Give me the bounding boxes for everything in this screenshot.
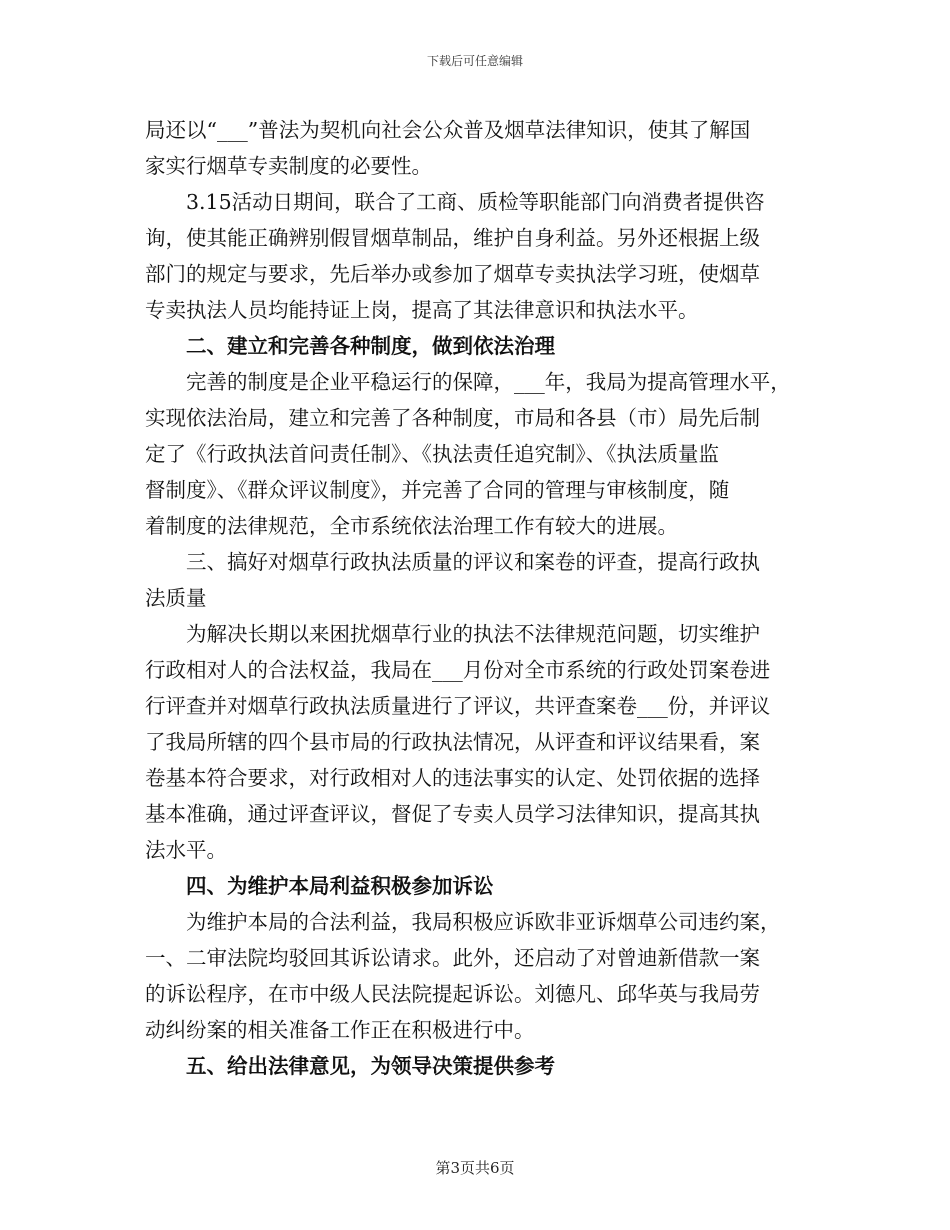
body-line: 基本准确，通过评查评议，督促了专卖人员学习法律知识，提高其执 — [145, 802, 760, 826]
body-line: 部门的规定与要求，先后举办或参加了烟草专卖执法学习班，使烟草 — [145, 262, 760, 286]
body-line: 专卖执法人员均能持证上岗，提高了其法律意识和执法水平。 — [145, 298, 699, 322]
body-line: 动纠纷案的相关准备工作正在积极进行中。 — [145, 1018, 535, 1042]
body-line: 着制度的法律规范，全市系统依法治理工作有较大的进展。 — [145, 514, 678, 538]
body-line: 家实行烟草专卖制度的必要性。 — [145, 154, 432, 178]
page-footer: 第3页共6页 — [435, 1159, 515, 1177]
body-line: 行政相对人的合法权益，我局在___月份对全市系统的行政处罚案卷进 — [145, 658, 771, 682]
section-heading-3-cont: 法质量 — [145, 586, 207, 610]
body-line: 卷基本符合要求，对行政相对人的违法事实的认定、处罚依据的选择 — [145, 766, 760, 790]
body-line: 的诉讼程序，在市中级人民法院提起诉讼。刘德凡、邱华英与我局劳 — [145, 982, 760, 1006]
body-line: 为维护本局的合法利益，我局积极应诉欧非亚诉烟草公司违约案， — [186, 910, 781, 934]
body-line: 完善的制度是企业平稳运行的保障，___年，我局为提高管理水平， — [186, 370, 791, 394]
section-heading-3: 三、搞好对烟草行政执法质量的评议和案卷的评查，提高行政执 — [186, 550, 760, 574]
body-line: 询，使其能正确辨别假冒烟草制品，维护自身利益。另外还根据上级 — [145, 226, 760, 250]
section-heading-4: 四、为维护本局利益积极参加诉讼 — [186, 874, 494, 898]
body-line: 了我局所辖的四个县市局的行政执法情况，从评查和评议结果看，案 — [145, 730, 760, 754]
body-line: 法水平。 — [145, 838, 227, 862]
body-line: 局还以“___”普法为契机向社会公众普及烟草法律知识，使其了解国 — [145, 118, 751, 142]
body-line: 一、二审法院均驳回其诉讼请求。此外，还启动了对曾迪新借款一案 — [145, 946, 760, 970]
body-line: 为解决长期以来困扰烟草行业的执法不法律规范问题，切实维护 — [186, 622, 760, 646]
page-header: 下载后可任意编辑 — [426, 54, 523, 68]
section-heading-2: 二、建立和完善各种制度，做到依法治理 — [186, 334, 555, 358]
section-heading-5: 五、给出法律意见，为领导决策提供参考 — [186, 1054, 555, 1078]
document-body — [145, 112, 815, 1084]
body-line: 实现依法治局，建立和完善了各种制度，市局和各县（市）局先后制 — [145, 406, 760, 430]
body-line: 督制度》、《群众评议制度》，并完善了合同的管理与审核制度，随 — [145, 478, 730, 502]
body-line: 定了《行政执法首问责任制》、《执法责任追究制》、《执法质量监 — [145, 442, 719, 466]
body-line: 行评查并对烟草行政执法质量进行了评议，共评查案卷___份，并评议 — [145, 694, 771, 718]
body-line: 3.15活动日期间，联合了工商、质检等职能部门向消费者提供咨 — [186, 190, 765, 214]
